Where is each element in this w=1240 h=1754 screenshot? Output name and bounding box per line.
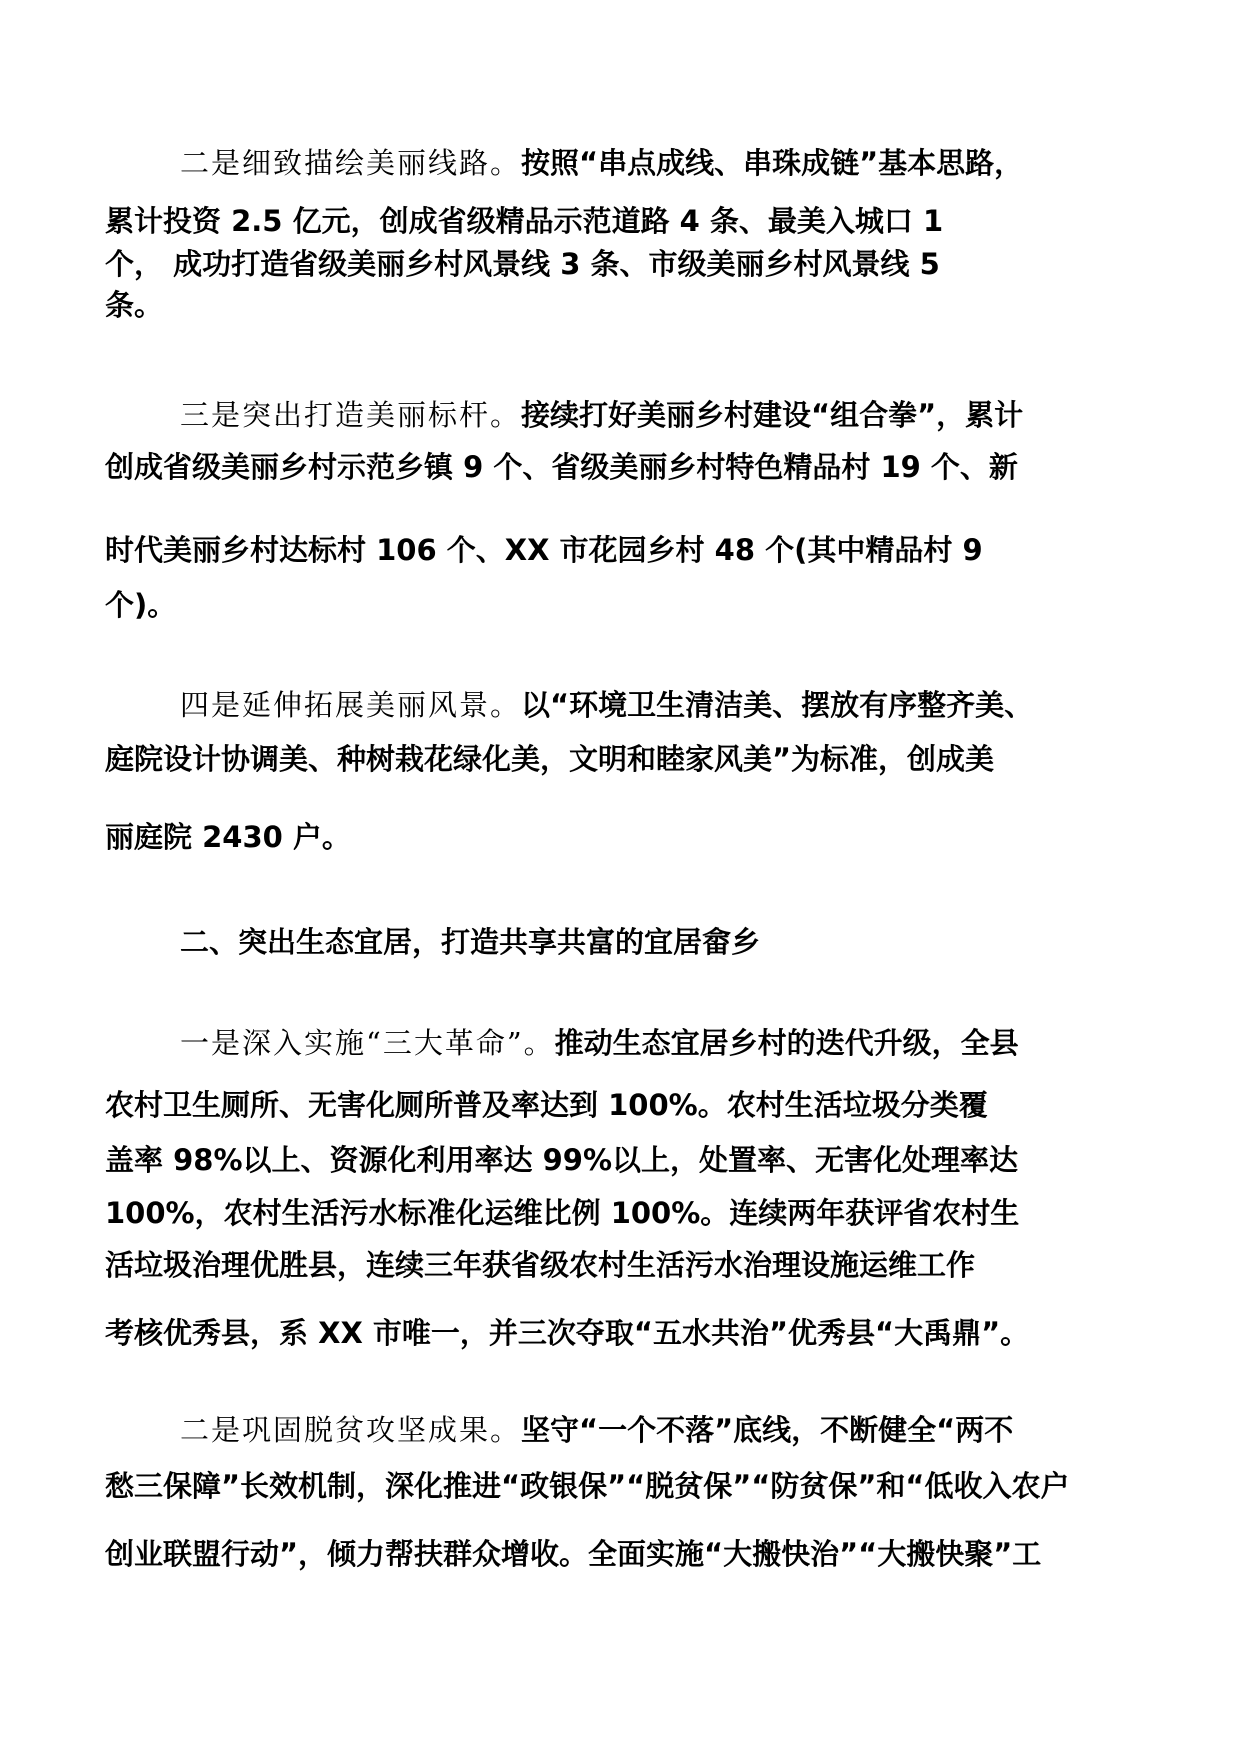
paragraph-1-lead-rest: 按照“串点成线、串珠成链”基本思路， <box>521 146 1024 180</box>
paragraph-1-line-1 <box>180 143 1023 183</box>
paragraph-2-line-4: 个)。 <box>105 588 177 622</box>
paragraph-5-line-1 <box>180 1410 1013 1450</box>
paragraph-3-lead: 四是延伸拓展美丽风景。 <box>180 688 522 722</box>
paragraph-4-line-5: 活垃圾治理优胜县，连续三年获省级农村生活污水治理设施运维工作 <box>105 1248 976 1282</box>
paragraph-1-lead: 二是细致描绘美丽线路。 <box>180 146 522 180</box>
paragraph-1-line-4: 条。 <box>105 288 164 322</box>
paragraph-2-line-3: 时代美丽乡村达标村 106 个、XX 市花园乡村 48 个(其中精品村 9 <box>105 533 983 567</box>
paragraph-4-line-6: 考核优秀县，系 XX 市唯一，并三次夺取“五水共治”优秀县“大禹鼎”。 <box>105 1316 1030 1350</box>
paragraph-4-line-4: 100%，农村生活污水标准化运维比例 100%。连续两年获评省农村生 <box>105 1196 1020 1230</box>
paragraph-1-line-2: 累计投资 2.5 亿元，创成省级精品示范道路 4 条、最美入城口 1 <box>105 204 944 238</box>
paragraph-4-line-3: 盖率 98%以上、资源化利用率达 99%以上，处置率、无害化处理率达 <box>105 1143 1019 1177</box>
paragraph-2-lead-rest: 接续打好美丽乡村建设“组合拳”，累计 <box>521 398 1024 432</box>
paragraph-2-lead: 三是突出打造美丽标杆。 <box>180 398 522 432</box>
paragraph-4-line-1 <box>180 1023 1019 1063</box>
paragraph-3-lead-rest: 以“环境卫生清洁美、摆放有序整齐美、 <box>521 688 1034 722</box>
paragraph-5-lead-rest: 坚守“一个不落”底线，不断健全“两不 <box>521 1413 1014 1447</box>
paragraph-4-line-2: 农村卫生厕所、无害化厕所普及率达到 100%。农村生活垃圾分类覆 <box>105 1088 988 1122</box>
paragraph-4-lead-rest: 推动生态宜居乡村的迭代升级，全县 <box>554 1026 1019 1060</box>
paragraph-4-lead: 一是深入实施“三大革命”。 <box>180 1026 555 1060</box>
section-heading: 二、突出生态宜居，打造共享共富的宜居畲乡 <box>180 925 761 959</box>
paragraph-1-line-3: 个， 成功打造省级美丽乡村风景线 3 条、市级美丽乡村风景线 5 <box>105 247 940 281</box>
paragraph-3-line-3: 丽庭院 2430 户。 <box>105 820 351 854</box>
paragraph-5-line-3: 创业联盟行动”，倾力帮扶群众增收。全面实施“大搬快治”“大搬快聚”工 <box>105 1537 1042 1571</box>
paragraph-2-line-1 <box>180 395 1023 435</box>
paragraph-5-line-2: 愁三保障”长效机制，深化推进“政银保”“脱贫保”“防贫保”和“低收入农户 <box>105 1469 1070 1503</box>
paragraph-3-line-2: 庭院设计协调美、种树栽花绿化美，文明和睦家风美”为标准，创成美 <box>105 742 995 776</box>
paragraph-3-line-1 <box>180 685 1033 725</box>
paragraph-5-lead: 二是巩固脱贫攻坚成果。 <box>180 1413 522 1447</box>
paragraph-2-line-2: 创成省级美丽乡村示范乡镇 9 个、省级美丽乡村特色精品村 19 个、新 <box>105 450 1018 484</box>
